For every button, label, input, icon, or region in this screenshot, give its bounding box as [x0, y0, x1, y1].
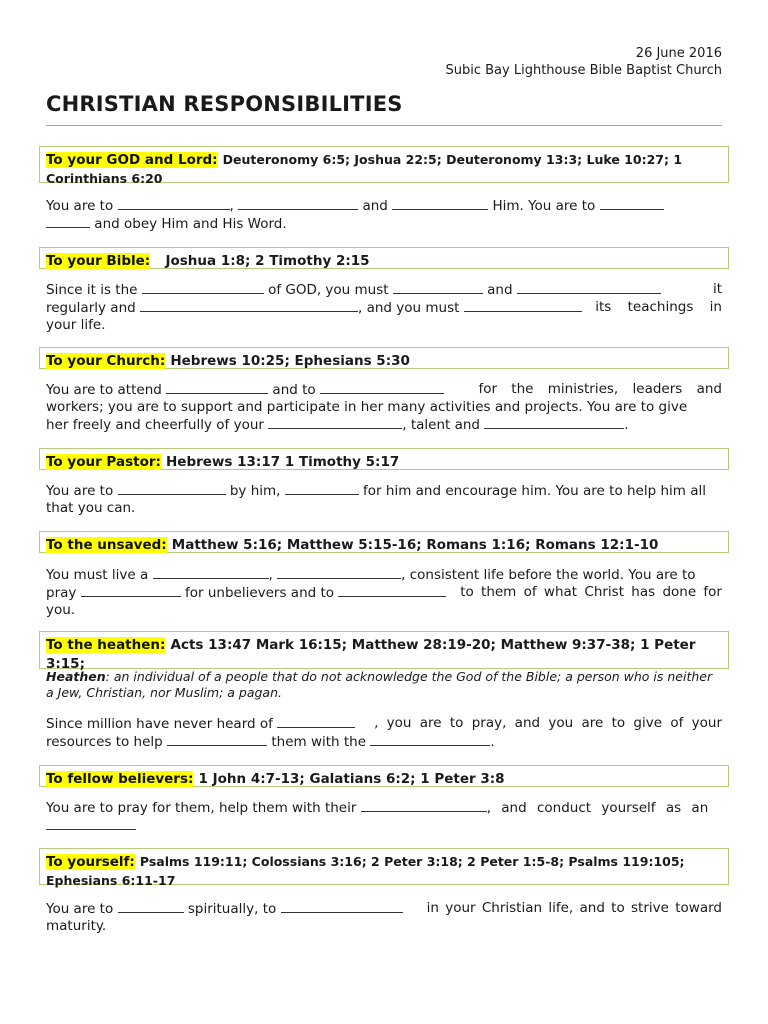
blank-field[interactable] — [81, 584, 181, 597]
section-heading-bible — [39, 247, 729, 269]
section-text-unsaved: You must live a , , consistent life before the world. You are to pray for unbelievers and to to them of what Christ has done for you. — [46, 567, 722, 618]
heading-label: To the unsaved: — [46, 537, 167, 553]
heading-label: To your Bible: — [46, 253, 151, 269]
scripture-refs: 1 John 4:7-13; Galatians 6:2; 1 Peter 3:8 — [198, 771, 505, 787]
blank-field[interactable] — [277, 715, 355, 728]
heading-label: To your Church: — [46, 353, 166, 369]
blank-field[interactable] — [484, 416, 624, 429]
blank-field[interactable] — [118, 197, 230, 210]
blank-field[interactable] — [393, 281, 483, 294]
section-heading-god — [39, 146, 729, 186]
heading-label: To your GOD and Lord: — [46, 152, 218, 168]
blank-field[interactable] — [238, 197, 358, 210]
blank-field[interactable] — [268, 416, 402, 429]
scripture-refs: Hebrews 13:17 1 Timothy 5:17 — [166, 454, 400, 470]
definition-text: : an individual of a people that do not acknowledge the God of the Bible; a person who is neither a Jew, Christian, nor Muslim; a pagan. — [46, 669, 713, 700]
church-name: Subic Bay Lighthouse Bible Baptist Church — [445, 63, 722, 78]
section-text-heathen: Since million have never heard of , you are to pray, and you are to give of your resources to help them with the . — [46, 715, 722, 750]
blank-field[interactable] — [118, 900, 184, 913]
scripture-refs: Hebrews 10:25; Ephesians 5:30 — [170, 353, 410, 369]
blank-field[interactable] — [370, 733, 490, 746]
blank-field[interactable] — [600, 197, 664, 210]
section-text-church: You are to attend and to for the ministries, leaders and workers; you are to support and participate in her many activities and projects. You are to give her freely and cheerfully of your , talent and . — [46, 381, 722, 433]
blank-field[interactable] — [46, 817, 136, 830]
heathen-definition — [46, 669, 722, 701]
blank-field[interactable] — [142, 281, 264, 294]
page-title: CHRISTIAN RESPONSIBILITIES — [46, 92, 403, 116]
blank-field[interactable] — [517, 281, 661, 294]
section-heading-believers — [39, 765, 729, 787]
blank-field[interactable] — [166, 381, 268, 394]
scripture-refs: Matthew 5:16; Matthew 5:15-16; Romans 1:16; Romans 12:1-10 — [171, 537, 659, 553]
blank-field[interactable] — [140, 299, 358, 312]
section-heading-unsaved — [39, 531, 729, 553]
document-header — [446, 45, 723, 79]
blank-field[interactable] — [392, 197, 488, 210]
section-heading-yourself — [39, 848, 729, 888]
blank-field[interactable] — [46, 215, 90, 228]
section-heading-pastor — [39, 448, 729, 470]
blank-field[interactable] — [167, 733, 267, 746]
scripture-refs: Acts 13:47 Mark 16:15; Matthew 28:19-20; Matthew 9:37-38; 1 Peter 3:15; — [46, 637, 696, 672]
blank-field[interactable] — [320, 381, 444, 394]
section-heading-heathen — [39, 631, 729, 672]
blank-field[interactable] — [464, 299, 582, 312]
blank-field[interactable] — [361, 799, 487, 812]
definition-term: Heathen — [46, 669, 106, 684]
heading-label: To fellow believers: — [46, 771, 194, 787]
section-text-god: You are to , and Him. You are to and obey Him and His Word. — [46, 197, 722, 233]
date: 26 June 2016 — [635, 46, 722, 61]
blank-field[interactable] — [281, 900, 403, 913]
scripture-refs: Deuteronomy 6:5; Joshua 22:5; Deuteronomy 13:3; Luke 10:27; 1 Corinthians 6:20 — [46, 152, 683, 186]
section-text-believers: You are to pray for them, help them with their , and conduct yourself as an — [46, 799, 722, 835]
blank-field[interactable] — [153, 566, 269, 579]
blank-field[interactable] — [277, 566, 401, 579]
section-text-bible: Since it is the of GOD, you must and it regularly and , and you must its teachings in your life. — [46, 281, 722, 333]
title-underline — [46, 125, 722, 126]
section-text-yourself: You are to spiritually, to in your Christian life, and to strive toward maturity. — [46, 900, 722, 934]
blank-field[interactable] — [285, 482, 359, 495]
section-heading-church — [39, 347, 729, 369]
heading-label: To the heathen: — [46, 637, 166, 653]
scripture-refs: Psalms 119:11; Colossians 3:16; 2 Peter 3:18; 2 Peter 1:5-8; Psalms 119:105; Ephesians 6:11-17 — [46, 854, 685, 888]
section-text-pastor: You are to by him, for him and encourage him. You are to help him all that you can. — [46, 483, 706, 516]
scripture-refs: Joshua 1:8; 2 Timothy 2:15 — [165, 253, 370, 269]
heading-label: To your Pastor: — [46, 454, 161, 470]
blank-field[interactable] — [338, 584, 446, 597]
heading-label: To yourself: — [46, 854, 135, 870]
blank-field[interactable] — [118, 482, 226, 495]
